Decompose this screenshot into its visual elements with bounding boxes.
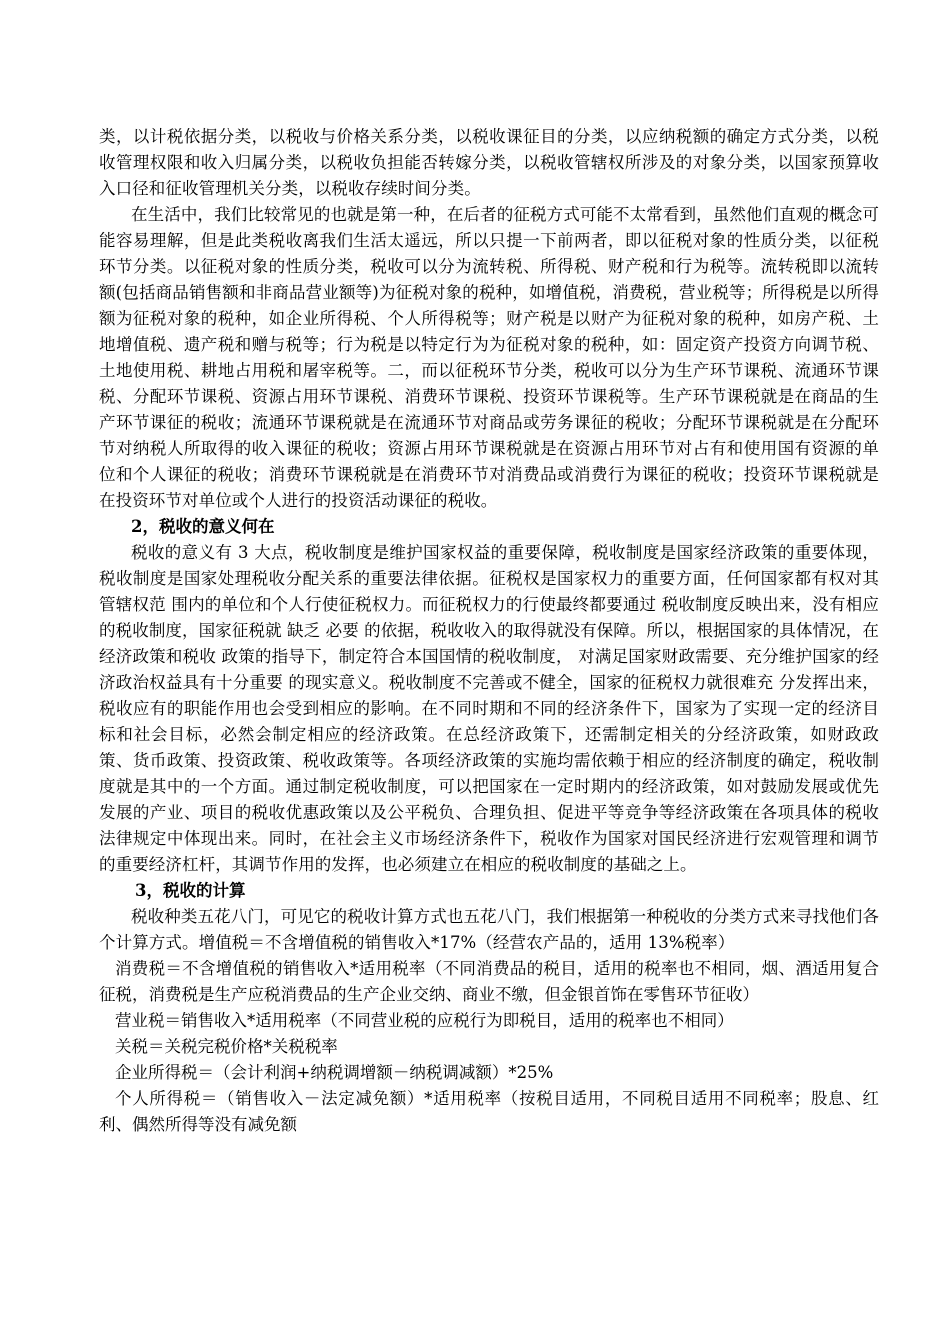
paragraph-tax-classification: 类，以计税依据分类，以税收与价格关系分类，以税收课征目的分类，以应纳税额的确定方式分类，以税收管理权限和收入归属分类，以税收负担能否转嫁分类，以税收管辖权所涉及的对象分类，以国家预算收入口径和征收管理机关分类，以税收存续时间分类。: [99, 127, 879, 198]
formula-consumption-tax: 消费税＝不含增值税的销售收入*适用税率（不同消费品的税目，适用的税率也不相同，烟、酒适用复合征税，消费税是生产应税消费品的生产企业交纳、商业不缴，但金银首饰在零售环节征收）: [99, 959, 879, 1004]
heading-tax-significance: 2，税收的意义何在: [131, 517, 275, 536]
paragraph-tax-calculation: 税收种类五花八门，可见它的税收计算方式也五花八门，我们根据第一种税收的分类方式来寻找他们各个计算方式。增值税＝不含增值税的销售收入*17%（经营农产品的，适用 13%税率）: [99, 907, 879, 952]
document-page: [99, 124, 879, 1138]
paragraph-tax-significance: 税收的意义有 3 大点，税收制度是维护国家权益的重要保障，税收制度是国家经济政策的重要体现，税收制度是国家处理税收分配关系的重要法律依据。征税权是国家权力的重要方面，任何国家都有权对其管辖权范 围内的单位和个人行使征税权力。而征税权力的行使最终都要通过 税收制度反映出来，没有相应的税收制度，国家征税就 缺乏 必要 的依据，税收收入的取得就没有保障。所以，根据国家的具体情况，在经济政策和税收 政策的指导下，制定符合本国国情的税收制度， 对满足国家财政需要、充分维护国家的经济政治权益具有十分重要 的现实意义。税收制度不完善或不健全，国家的征税权力就很难充 分发挥出来，税收应有的职能作用也会受到相应的影响。在不同时期和不同的经济条件下，国家为了实现一定的经济目标和社会目标，必然会制定相应的经济政策。在总经济政策下，还需制定相关的分经济政策，如财政政策、货币政策、投资政策、税收政策等。各项经济政策的实施均需依赖于相应的经济制度的确定，税收制度就是其中的一个方面。通过制定税收制度，可以把国家在一定时期内的经济政策，如对鼓励发展或优先发展的产业、项目的税收优惠政策以及公平税负、合理负担、促进平等竞争等经济政策在各项具体的税收法律规定中体现出来。同时，在社会主义市场经济条件下，税收作为国家对国民经济进行宏观管理和调节的重要经济杠杆，其调节作用的发挥，也必须建立在相应的税收制度的基础之上。: [99, 543, 879, 874]
formula-personal-income-tax: 个人所得税＝（销售收入－法定减免额）*适用税率（按税目适用，不同税目适用不同税率；股息、红利、偶然所得等没有减免额: [99, 1089, 879, 1134]
heading-tax-calculation: 3，税收的计算: [135, 881, 246, 900]
formula-business-tax: 营业税＝销售收入*适用税率（不同营业税的应税行为即税目，适用的税率也不相同）: [115, 1011, 734, 1030]
paragraph-tax-types: 在生活中，我们比较常见的也就是第一种，在后者的征税方式可能不太常看到，虽然他们直观的概念可能容易理解，但是此类税收离我们生活太遥远，所以只提一下前两者，即以征税对象的性质分类，以征税环节分类。以征税对象的性质分类，税收可以分为流转税、所得税、财产税和行为税等。流转税即以流转额(包括商品销售额和非商品营业额等)为征税对象的税种，如增值税，消费税，营业税等；所得税是以所得额为征税对象的税种，如企业所得税、个人所得税等；财产税是以财产为征税对象的税种，如房产税、土地增值税、遗产税和赠与税等；行为税是以特定行为为征税对象的税种，如：固定资产投资方向调节税、土地使用税、耕地占用税和屠宰税等。二，而以征税环节分类，税收可以分为生产环节课税、流通环节课税、分配环节课税、资源占用环节课税、消费环节课税、投资环节课税等。生产环节课税就是在商品的生产环节课征的税收；流通环节课税就是在流通环节对商品或劳务课征的税收；分配环节课税就是在分配环节对纳税人所取得的收入课征的税收；资源占用环节课税就是在资源占用环节对占有和使用国有资源的单位和个人课征的税收；消费环节课税就是在消费环节对消费品或消费行为课征的税收；投资环节课税就是在投资环节对单位或个人进行的投资活动课征的税收。: [99, 205, 879, 510]
formula-customs-duty: 关税＝关税完税价格*关税税率: [115, 1037, 338, 1056]
formula-corporate-income-tax: 企业所得税＝（会计利润+纳税调增额－纳税调减额）*25%: [115, 1063, 554, 1082]
